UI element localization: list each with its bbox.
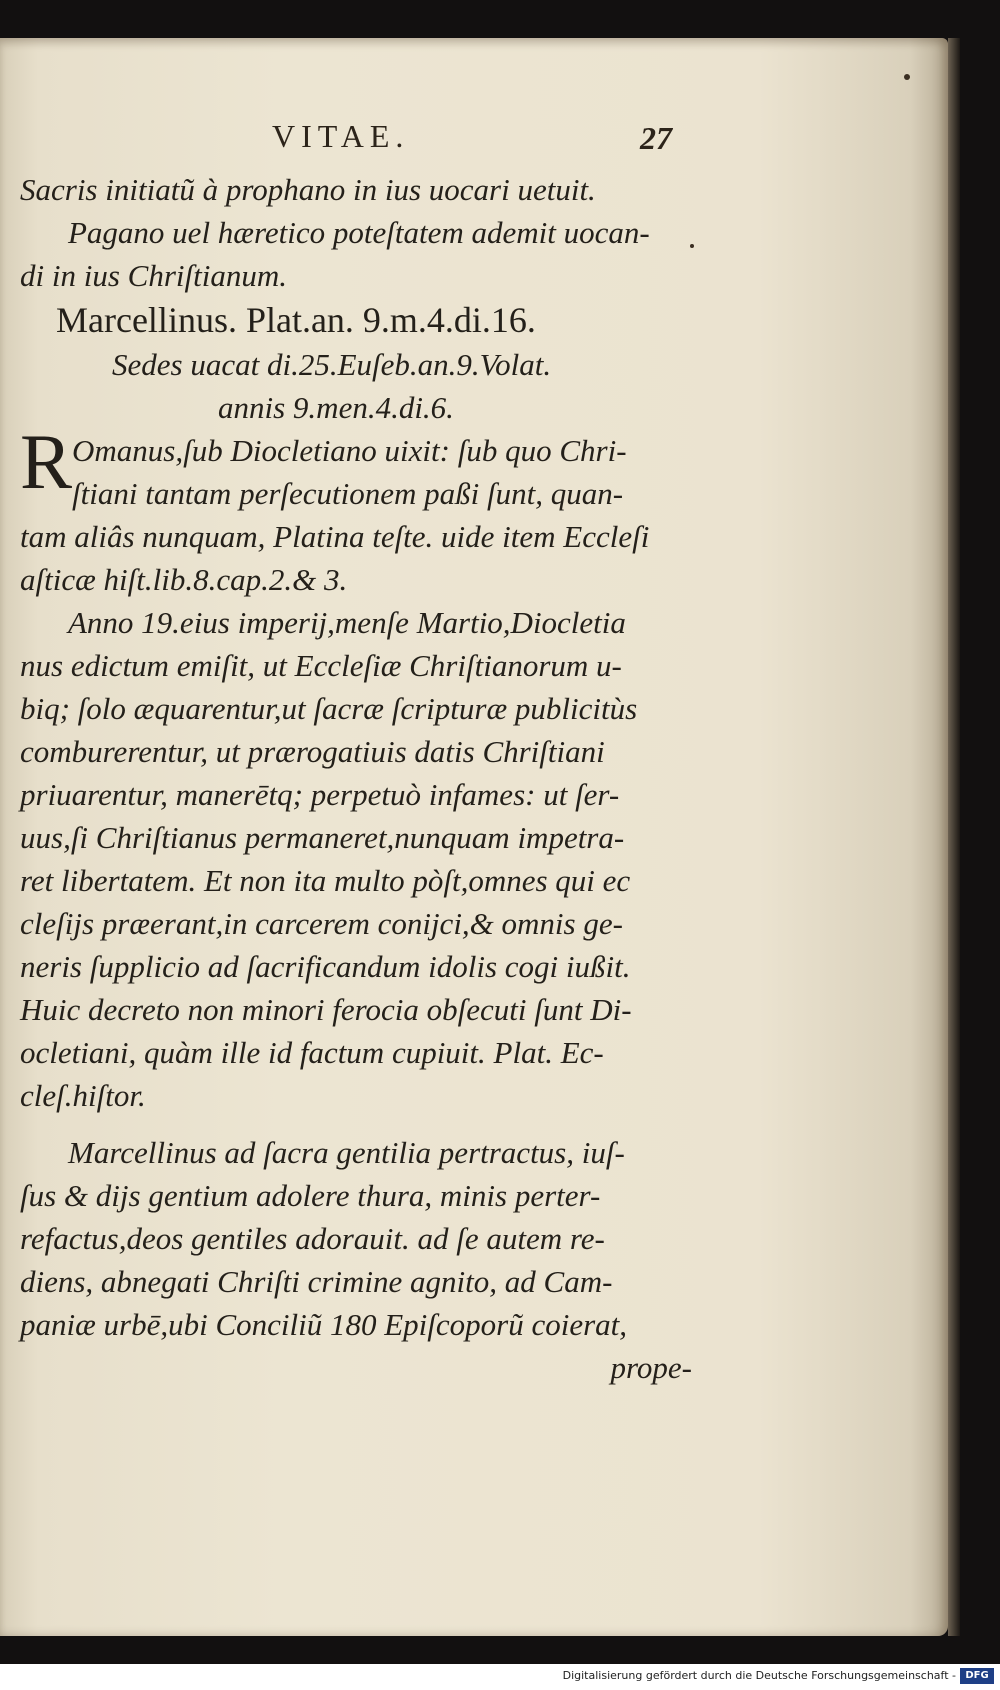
catchword: prope- <box>610 1350 692 1385</box>
funding-credit: Digitalisierung gefördert durch die Deutsche Forschungsgemeinschaft - <box>562 1669 956 1682</box>
heading-subline: Sedes uacat di.25.Euſeb.an.9.Volat. <box>112 347 552 382</box>
text-line: ocletiani, quàm ille id factum cupiuit. Plat. Ec- <box>20 1035 604 1070</box>
page-edge <box>948 38 960 1636</box>
text-line: ſus & dijs gentium adolere thura, minis perter- <box>20 1178 601 1213</box>
body-text <box>20 168 700 1389</box>
paragraph-1 <box>20 418 700 601</box>
text-line: Pagano uel hæretico poteſtatem ademit uocan- <box>68 215 650 250</box>
text-line: ret libertatem. Et non ita multo pòſt,omnes qui ec <box>20 863 631 898</box>
text-line: cleſ.hiſtor. <box>20 1078 146 1113</box>
dfg-logo: DFG <box>960 1668 994 1684</box>
text-line: tam aliâs nunquam, Platina teſte. uide item Eccleſi <box>20 519 650 554</box>
text-line: Omanus,ſub Diocletiano uixit: ſub quo Chri- <box>72 433 627 468</box>
running-title: VITAE. <box>272 118 410 154</box>
text-line: paniæ urbē,ubi Conciliũ 180 Epiſcoporũ coierat, <box>20 1307 628 1342</box>
text-line: di in ius Chriſtianum. <box>20 258 287 293</box>
section-heading: Marcellinus. Plat.an. 9.m.4.di.16. <box>56 300 536 340</box>
text-line: priuarentur, manerētq; perpetuò infames: ut ſer- <box>20 777 620 812</box>
text-line: Marcellinus ad ſacra gentilia pertractus, iuſ- <box>68 1135 625 1170</box>
ink-speck <box>904 74 910 80</box>
text-line: uus,ſi Chriſtianus permaneret,nunquam impetra- <box>20 820 625 855</box>
text-line: aſticæ hiſt.lib.8.cap.2.& 3. <box>20 562 348 597</box>
heading-subline: annis 9.men.4.di.6. <box>218 390 454 425</box>
text-line: Sacris initiatũ à prophano in ius uocari uetuit. <box>20 172 596 207</box>
text-line: comburerentur, ut prærogatiuis datis Chriſtiani <box>20 734 605 769</box>
text-line: refactus,deos gentiles adorauit. ad ſe autem re- <box>20 1221 605 1256</box>
text-line: diens, abnegati Chriſti crimine agnito, ad Cam- <box>20 1264 613 1299</box>
paragraph-2 <box>20 601 700 1117</box>
page-number: 27 <box>640 120 672 156</box>
text-line: Huic decreto non minori ferocia obſecuti ſunt Di- <box>20 992 632 1027</box>
drop-cap: R <box>20 418 73 505</box>
text-line: nus edictum emiſit, ut Eccleſiæ Chriſtianorum u- <box>20 648 622 683</box>
text-line: biq; ſolo æquarentur,ut ſacræ ſcripturæ publicitùs <box>20 691 638 726</box>
paragraph-3 <box>20 1131 700 1346</box>
text-line: ſtiani tantam perſecutionem paßi ſunt, quan- <box>72 476 624 511</box>
text-line: neris ſupplicio ad ſacrificandum idolis cogi iußit. <box>20 949 631 984</box>
footer-bar <box>0 1664 1000 1690</box>
page-header <box>0 118 948 158</box>
text-line: Anno 19.eius imperij,menſe Martio,Diocletia <box>68 605 626 640</box>
text-line: cleſijs præerant,in carcerem conijci,& omnis ge- <box>20 906 623 941</box>
